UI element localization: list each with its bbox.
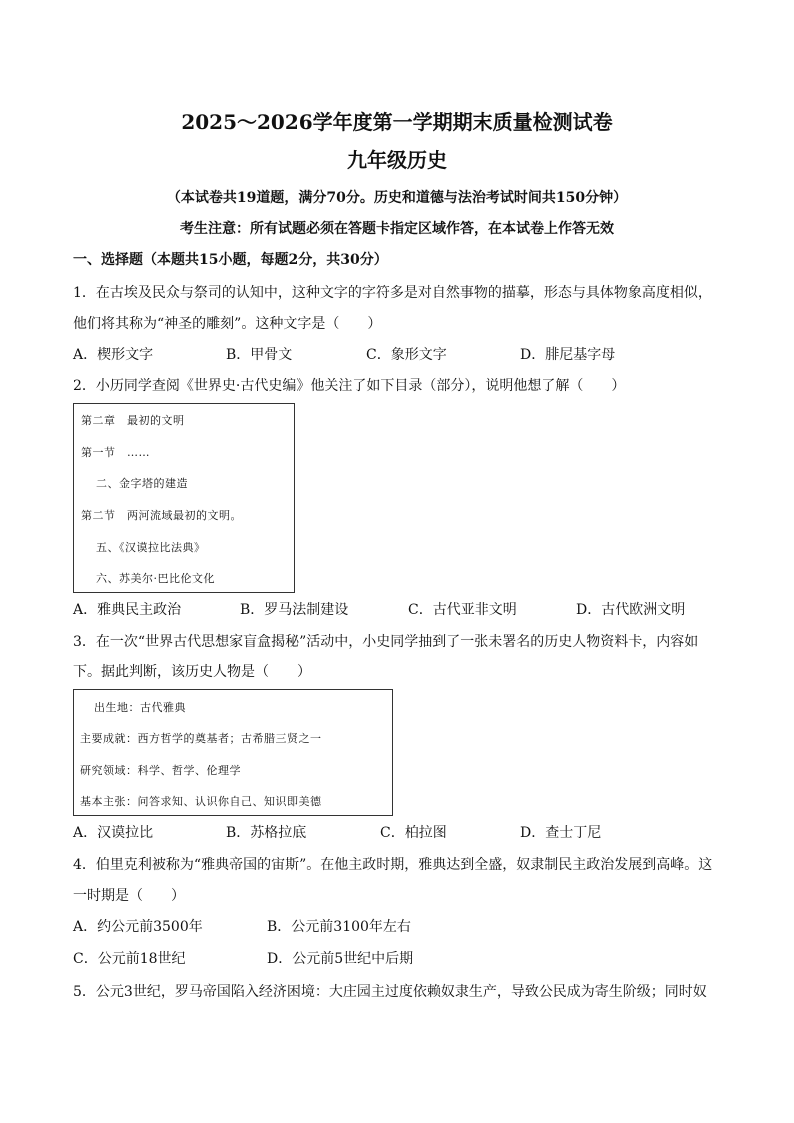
- q3-box-line: 主要成就：西方哲学的奠基者；古希腊三贤之一: [80, 732, 322, 745]
- q4-option-d[interactable]: D．公元前5世纪中后期: [267, 951, 414, 967]
- q1-option-b[interactable]: B．甲骨文: [226, 347, 293, 363]
- q2-option-a[interactable]: A．雅典民主政治: [73, 602, 182, 618]
- q3-option-d[interactable]: D．查士丁尼: [520, 825, 602, 841]
- q2-box-line: 第一节 ……: [81, 446, 150, 459]
- q3-box-line: 出生地：古代雅典: [94, 701, 186, 714]
- q1-option-d[interactable]: D．腓尼基字母: [520, 347, 616, 363]
- q3-option-c[interactable]: C．柏拉图: [380, 825, 447, 841]
- q5-text-line1: 5．公元3世纪，罗马帝国陷入经济困境：大庄园主过度依赖奴隶生产，导致公民成为寄生阶级；同时奴: [73, 984, 707, 1000]
- q2-box-line: 六、苏美尔·巴比伦文化: [96, 572, 215, 585]
- q3-box-line: 基本主张：问答求知、认识你自己、知识即美德: [80, 795, 322, 808]
- q3-box-line: 研究领域：科学、哲学、伦理学: [80, 764, 241, 777]
- q2-option-c[interactable]: C．古代亚非文明: [408, 602, 517, 618]
- exam-info: （本试卷共19道题，满分70分。历史和道德与法治考试时间共150分钟）: [166, 190, 628, 206]
- q3-text-line1: 3．在一次“世界古代思想家盲盒揭秘”活动中，小史同学抽到了一张未署名的历史人物资料卡，内容如: [73, 634, 699, 650]
- q1-option-a[interactable]: A．楔形文字: [73, 347, 154, 363]
- exam-subject: 九年级历史: [347, 148, 447, 172]
- exam-notice: 考生注意：所有试题必须在答题卡指定区域作答，在本试卷上作答无效: [180, 221, 614, 237]
- q2-box-line: 第二章 最初的文明: [81, 414, 185, 427]
- exam-title: 2025～2026学年度第一学期期末质量检测试卷: [181, 110, 613, 134]
- q2-box-line: 二、金字塔的建造: [96, 477, 188, 490]
- q1-option-c[interactable]: C．象形文字: [366, 347, 447, 363]
- q4-option-b[interactable]: B．公元前3100年左右: [267, 919, 411, 935]
- q3-option-b[interactable]: B．苏格拉底: [226, 825, 307, 841]
- q2-box-line: 第二节 两河流域最初的文明。: [81, 509, 242, 522]
- q2-text-line1: 2．小历同学查阅《世界史·古代史编》他关注了如下目录（部分），说明他想了解（ ）: [73, 378, 626, 394]
- q3-text-line2: 下。据此判断，该历史人物是（ ）: [73, 664, 311, 680]
- q4-text-line1: 4．伯里克利被称为“雅典帝国的宙斯”。在他主政时期，雅典达到全盛，奴隶制民主政治发展到高峰。这: [73, 857, 713, 873]
- q4-option-c[interactable]: C．公元前18世纪: [73, 951, 186, 967]
- q1-text-line2: 他们将其称为“神圣的雕刻”。这种文字是（ ）: [73, 316, 382, 332]
- q3-option-a[interactable]: A．汉谟拉比: [73, 825, 154, 841]
- q2-box-line: 五、《汉谟拉比法典》: [96, 541, 206, 554]
- q1-text-line1: 1．在古埃及民众与祭司的认知中，这种文字的字符多是对自然事物的描摹，形态与具体物象高度相似，: [73, 285, 712, 301]
- q3-profile-card-box: [73, 689, 393, 816]
- q2-option-d[interactable]: D．古代欧洲文明: [576, 602, 686, 618]
- q2-option-b[interactable]: B．罗马法制建设: [240, 602, 349, 618]
- section-heading: 一、选择题（本题共15小题，每题2分，共30分）: [73, 252, 388, 268]
- q4-text-line2: 一时期是（ ）: [73, 888, 185, 904]
- q4-option-a[interactable]: A．约公元前3500年: [73, 919, 203, 935]
- q2-table-of-contents-box: [73, 403, 295, 593]
